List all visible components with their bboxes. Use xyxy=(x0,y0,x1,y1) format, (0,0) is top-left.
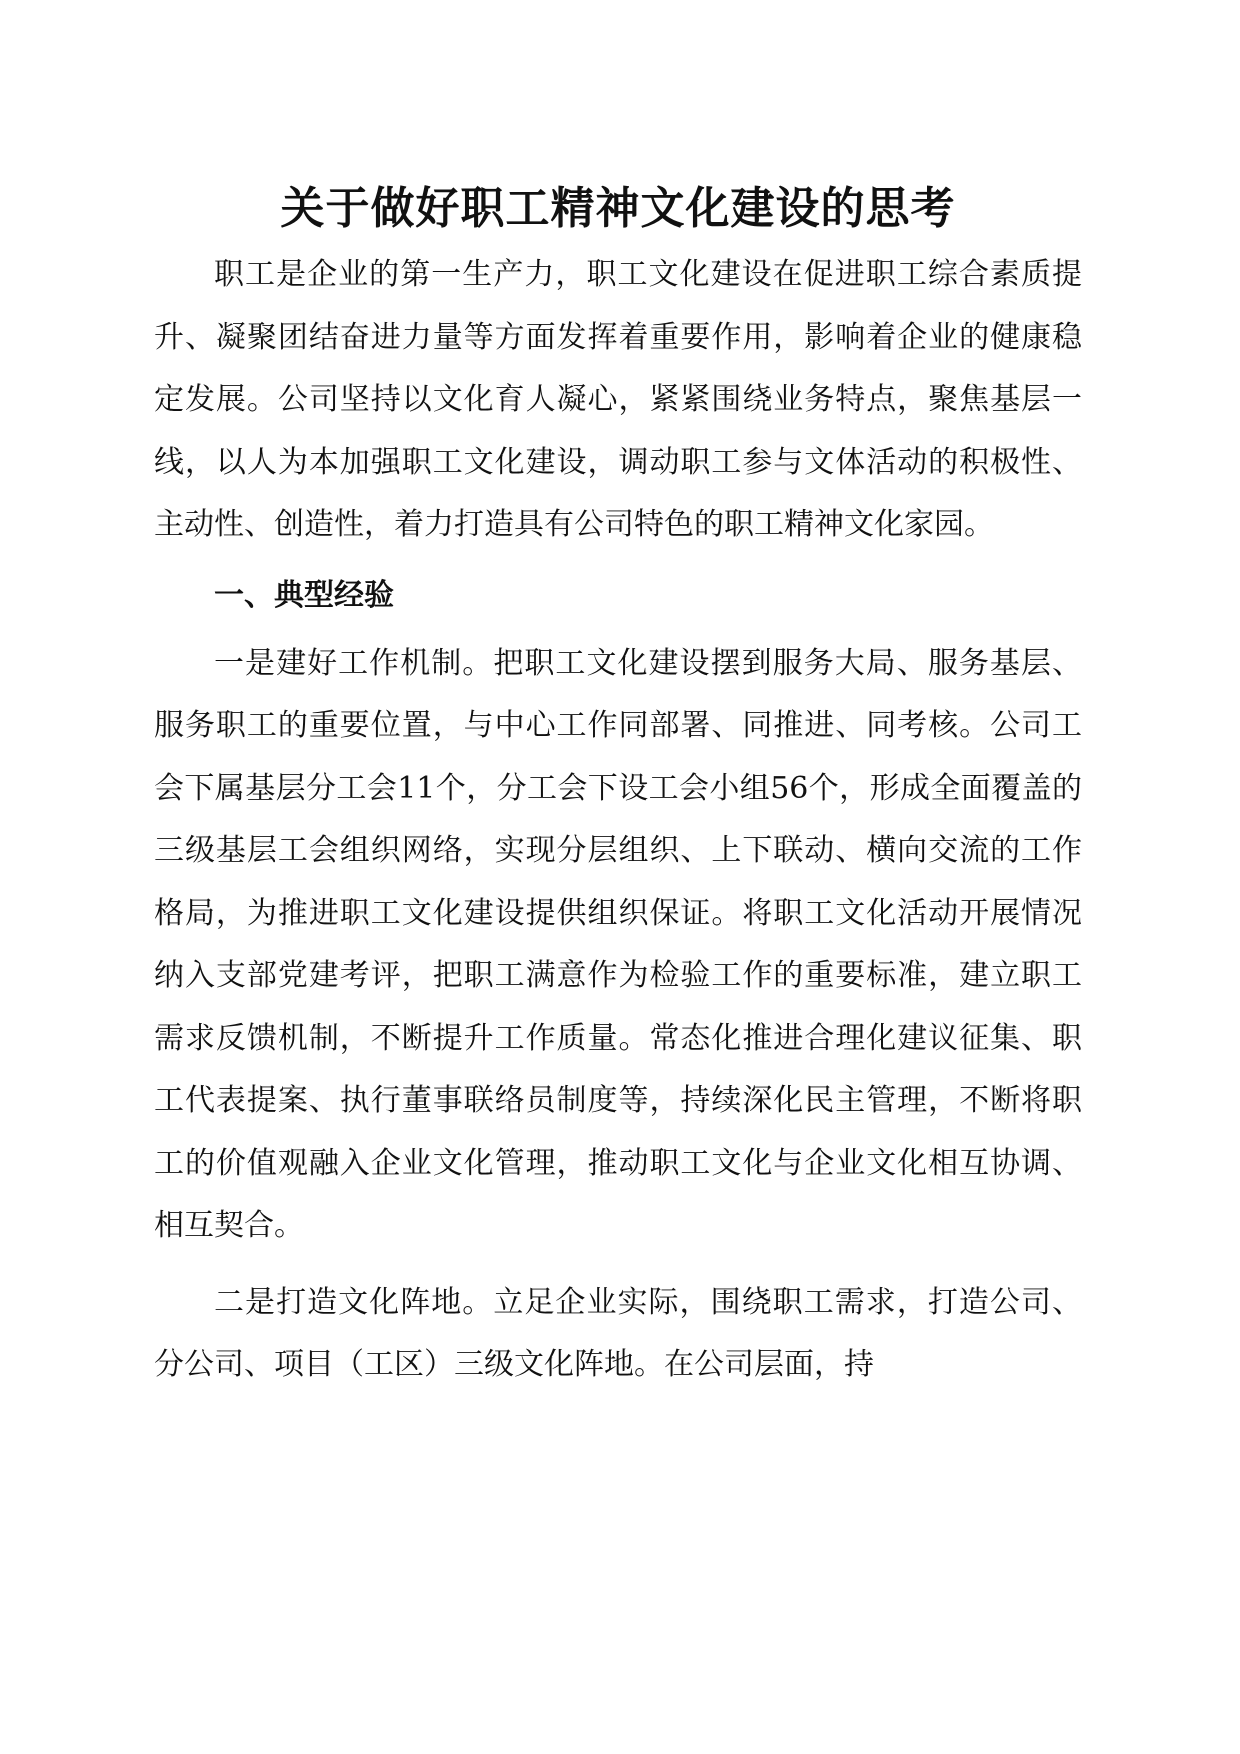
section-paragraph-2: 二是打造文化阵地。立足企业实际，围绕职工需求，打造公司、分公司、项目（工区）三级文化阵地。在公司层面，持 xyxy=(154,1284,1082,1382)
section-paragraph-1: 一是建好工作机制。把职工文化建设摆到服务大局、服务基层、服务职工的重要位置，与中心工作同部署、同推进、同考核。公司工会下属基层分工会11个，分工会下设工会小组56个，形成全面覆盖的三级基层工会组织网络，实现分层组织、上下联动、横向交流的工作格局，为推进职工文化建设提供组织保证。将职工文化活动开展情况纳入支部党建考评，把职工满意作为检验工作的重要标准，建立职工需求反馈机制，不断提升工作质量。常态化推进合理化建议征集、职工代表提案、执行董事联络员制度等，持续深化民主管理，不断将职工的价值观融入企业文化管理，推动职工文化与企业文化相互协调、相互契合。 xyxy=(154,645,1082,1243)
document-title: 关于做好职工精神文化建设的思考 xyxy=(280,183,956,234)
intro-paragraph: 职工是企业的第一生产力，职工文化建设在促进职工综合素质提升、凝聚团结奋进力量等方面发挥着重要作用，影响着企业的健康稳定发展。公司坚持以文化育人凝心，紧紧围绕业务特点，聚焦基层一线，以人为本加强职工文化建设，调动职工参与文体活动的积极性、主动性、创造性，着力打造具有公司特色的职工精神文化家园。 xyxy=(154,257,1082,542)
document-page xyxy=(154,176,1082,1397)
section-heading: 一、典型经验 xyxy=(214,577,394,613)
